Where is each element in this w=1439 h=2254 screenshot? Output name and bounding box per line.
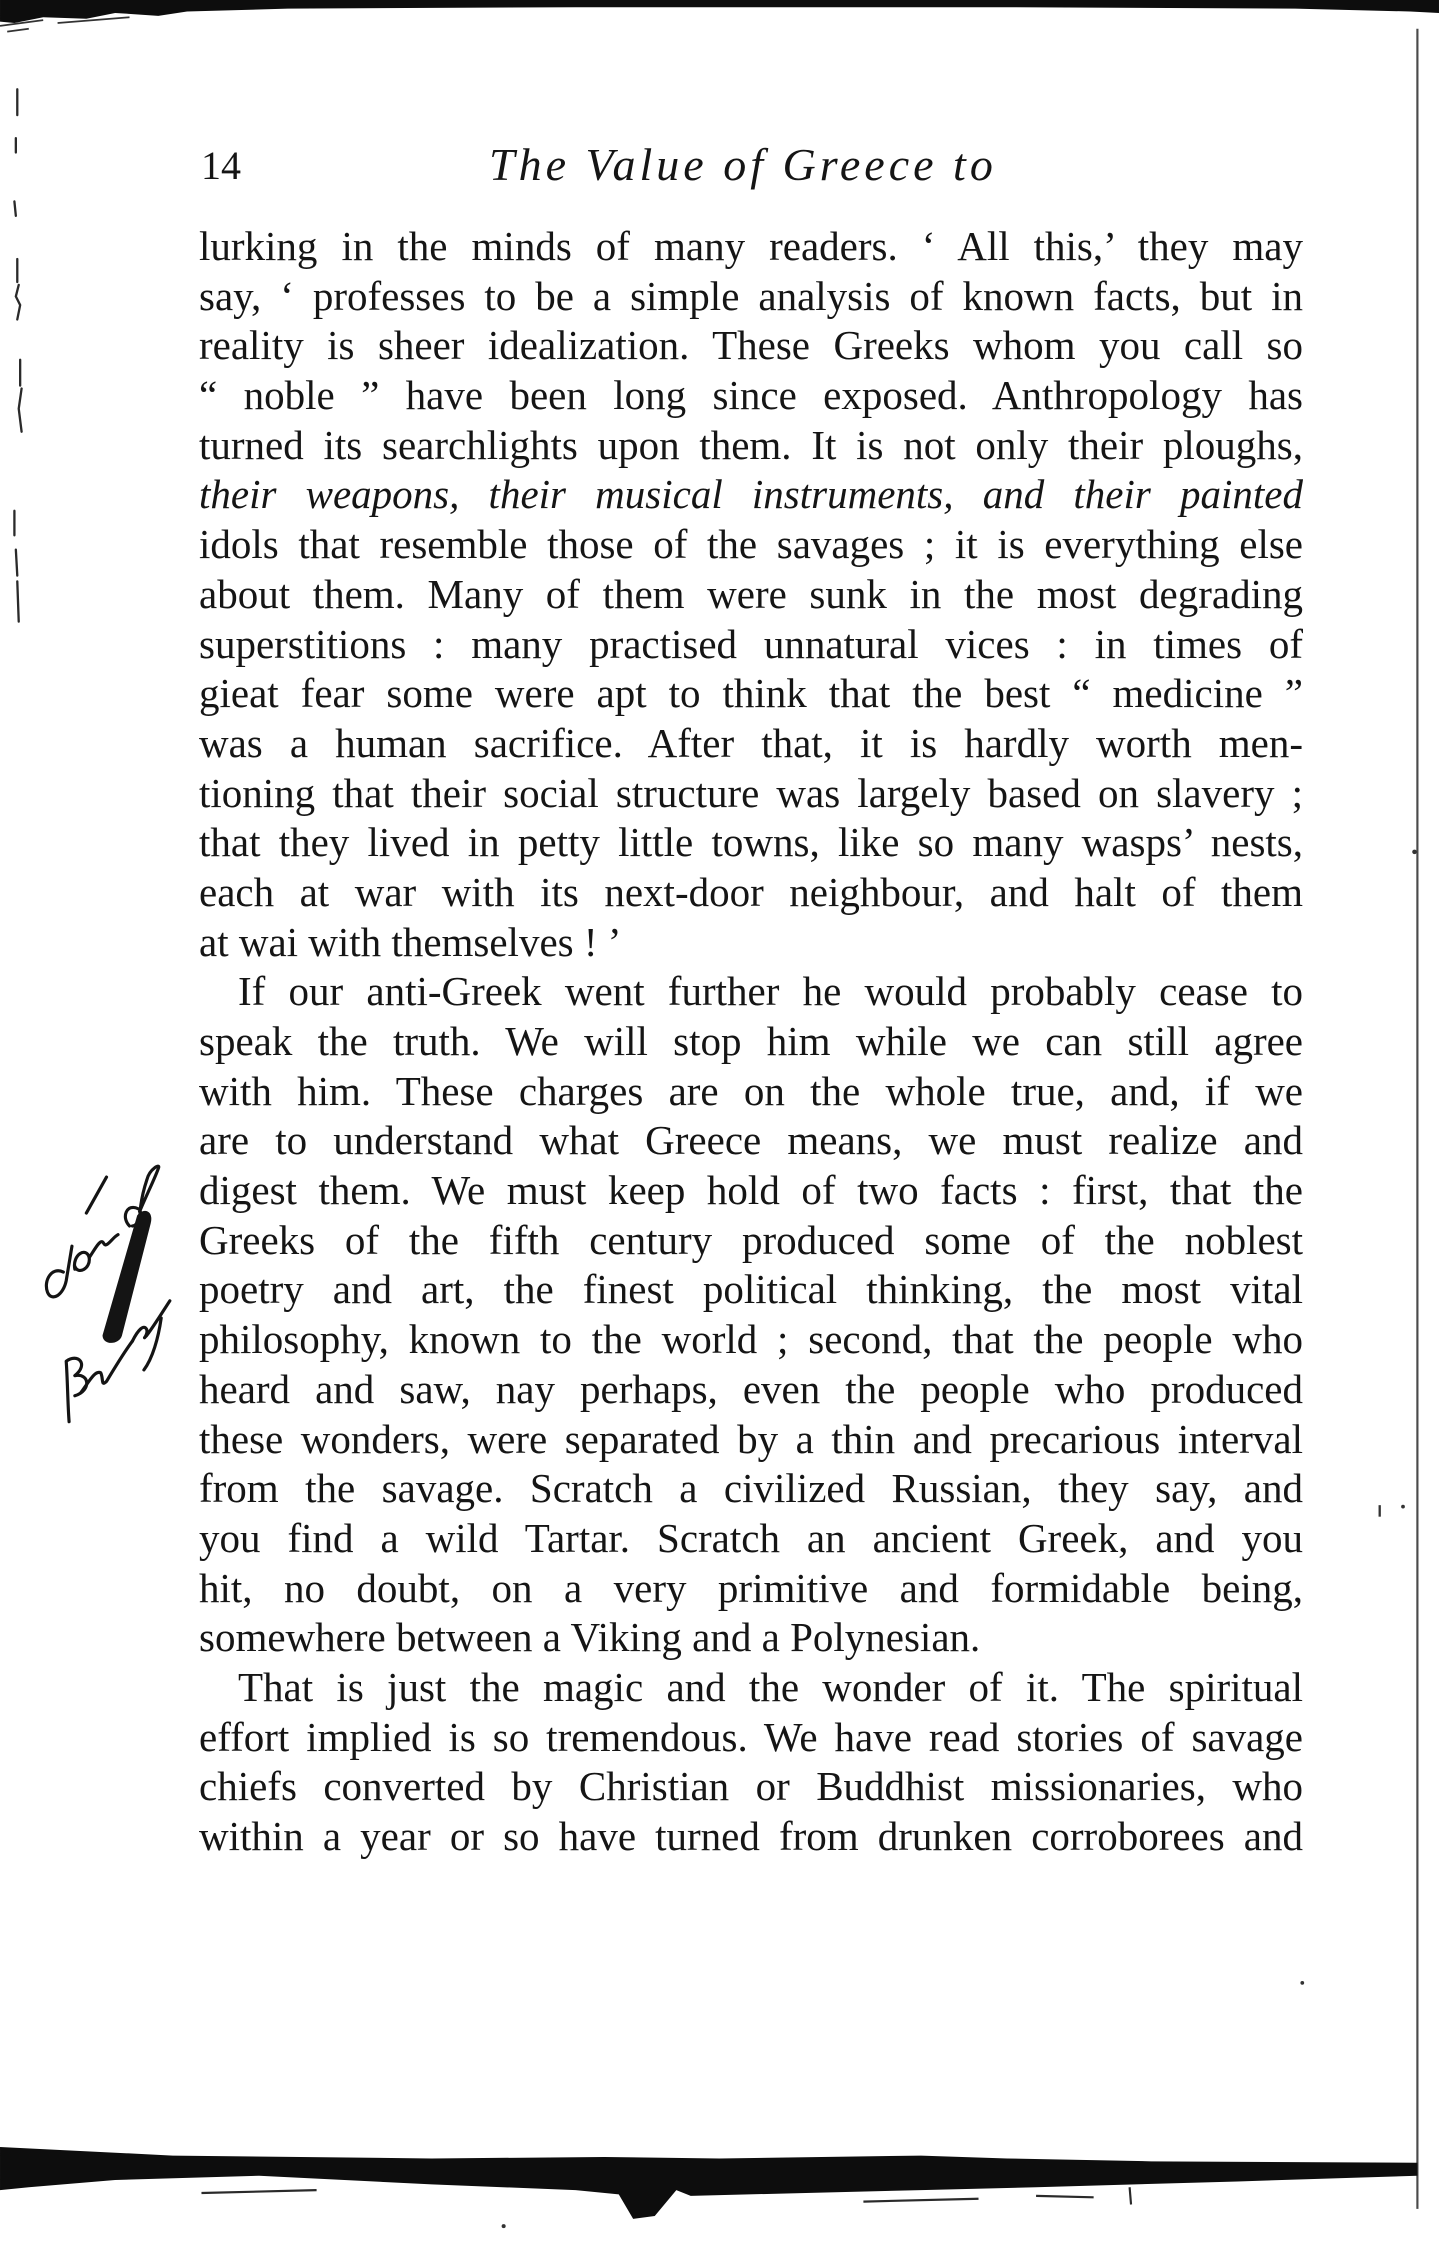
running-head: The Value of Greece to <box>489 139 997 190</box>
scan-edge-bottom <box>0 2147 1417 2219</box>
text-line: “ noble ” have been long since exposed. Anthropology has <box>199 372 1303 419</box>
text-line: reality is sheer idealization. These Greeks whom you call so <box>199 322 1303 369</box>
text-line: say, ‘ professes to be a simple analysis of known facts, but in <box>199 272 1303 319</box>
text-line: effort implied is so tremendous. We have read stories of savage <box>199 1713 1303 1760</box>
scan-marks-left <box>14 89 21 621</box>
text-line: poetry and art, the finest political thinking, the most vital <box>199 1266 1303 1313</box>
text-line: idols that resemble those of the savages ; it is everything else <box>199 521 1303 568</box>
text-line: are to understand what Greece means, we must realize and <box>199 1117 1303 1164</box>
text-line: at wai with themselves ! ’ <box>199 918 622 965</box>
text-line: If our anti-Greek went further he would probably cease to <box>238 968 1303 1015</box>
scan-edge-top-noise <box>0 17 130 31</box>
text-line: from the savage. Scratch a civilized Russian, they say, and <box>199 1465 1303 1512</box>
text-line: that they lived in petty little towns, like so many wasps’ nests, <box>199 819 1303 866</box>
body-text <box>199 222 1303 1862</box>
text-line: somewhere between a Viking and a Polynesian. <box>199 1614 981 1661</box>
text-line: tioning that their social structure was largely based on slavery ; <box>199 769 1303 816</box>
text-line: lurking in the minds of many readers. ‘ All this,’ they may <box>199 223 1303 269</box>
text-line: digest them. We must keep hold of two facts : first, that the <box>199 1167 1303 1214</box>
text-line: these wonders, were separated by a thin and precarious interval <box>199 1415 1303 1462</box>
text-line: gieat fear some were apt to think that the best “ medicine ” <box>199 670 1303 717</box>
text-line: chiefs converted by Christian or Buddhist missionaries, who <box>199 1763 1303 1810</box>
page-number: 14 <box>201 143 241 188</box>
text-line: within a year or so have turned from drunken corroborees and <box>199 1813 1303 1859</box>
text-line: That is just the magic and the wonder of it. The spiritual <box>238 1663 1303 1710</box>
text-line: superstitions : many practised unnatural vices : in times of <box>199 620 1303 667</box>
text-line: their weapons, their musical instruments, and their painted <box>199 471 1303 518</box>
text-line: Greeks of the fifth century produced some of the noblest <box>199 1216 1303 1263</box>
text-line: each at war with its next-door neighbour, and halt of them <box>199 868 1303 915</box>
scan-edge-top <box>0 0 1439 23</box>
text-line: was a human sacrifice. After that, it is hardly worth men- <box>199 719 1303 766</box>
text-line: hit, no doubt, on a very primitive and formidable being, <box>199 1564 1303 1611</box>
text-line: speak the truth. We will stop him while we can still agree <box>199 1018 1303 1064</box>
text-line: philosophy, known to the world ; second, that the people who <box>199 1316 1303 1363</box>
text-line: you find a wild Tartar. Scratch an ancient Greek, and you <box>199 1514 1303 1561</box>
handwritten-annotation <box>46 1166 169 1422</box>
scan-edge-bottom-noise <box>201 2187 1131 2204</box>
text-line: about them. Many of them were sunk in the most degrading <box>199 570 1303 617</box>
text-line: with him. These charges are on the whole true, and, if we <box>199 1067 1303 1114</box>
text-line: turned its searchlights upon them. It is not only their ploughs, <box>199 421 1303 468</box>
text-line: heard and saw, nay perhaps, even the people who produced <box>199 1365 1303 1412</box>
